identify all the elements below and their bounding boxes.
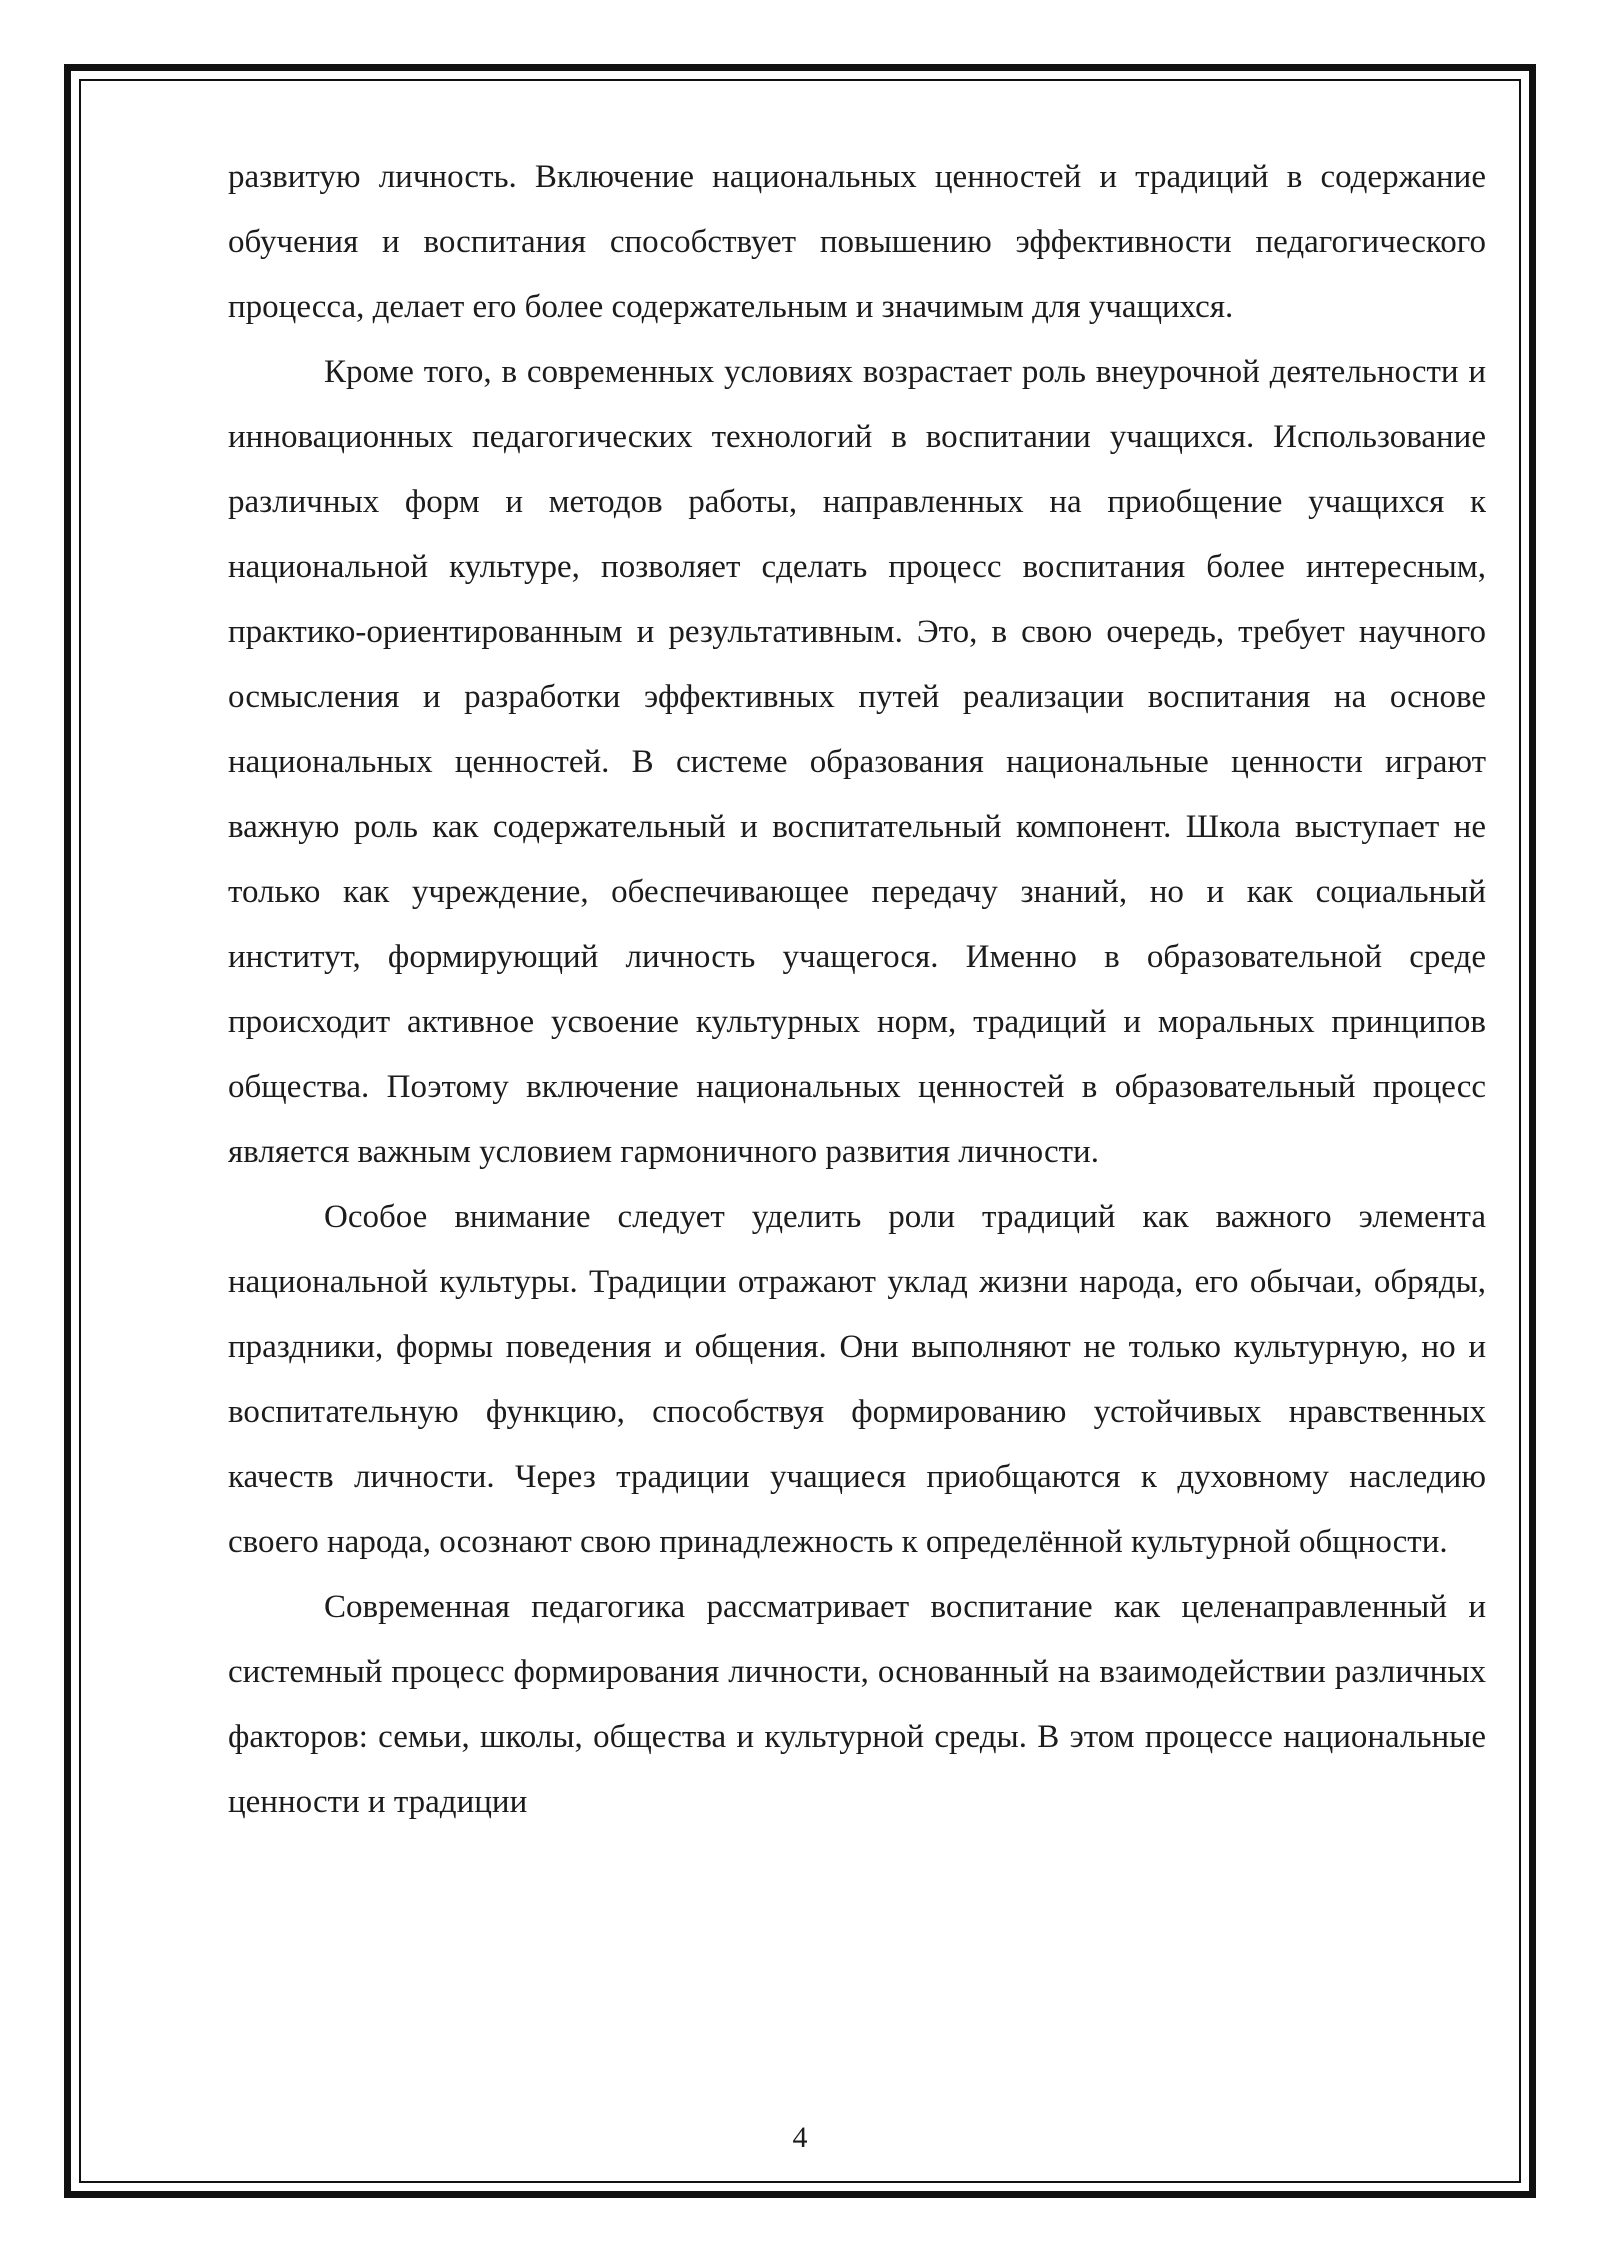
paragraph-4: Современная педагогика рассматривает воспитание как целенаправленный и системный процесс формирования личности, основанный на взаимодействии различных факторов: семьи, школы, общества и культурной среды. В этом процессе национальные ценности и традиции <box>228 1589 1486 1820</box>
paragraph-3: Особое внимание следует уделить роли традиций как важного элемента национальной культуры. Традиции отражают уклад жизни народа, его обычаи, обряды, праздники, формы поведения и общения. Они выполняют не только культурную, но и воспитательную функцию, способствуя формированию устойчивых нравственных качеств личности. Через традиции учащиеся приобщаются к духовному наследию своего народа, осознают свою принадлежность к определённой культурной общности. <box>228 1199 1486 1560</box>
paragraph-1: развитую личность. Включение национальных ценностей и традиций в содержание обучения и воспитания способствует повышению эффективности педагогического процесса, делает его более содержательным и значимым для учащихся. <box>228 159 1486 325</box>
paragraph-2: Кроме того, в современных условиях возрастает роль внеурочной деятельности и инновационных педагогических технологий в воспитании учащихся. Использование различных форм и методов работы, направленных на приобщение учащихся к национальной культуре, позволяет сделать процесс воспитания более интересным, практико-ориентированным и результативным. Это, в свою очередь, требует научного осмысления и разработки эффективных путей реализации воспитания на основе национальных ценностей. В системе образования национальные ценности играют важную роль как содержательный и воспитательный компонент. Школа выступает не только как учреждение, обеспечивающее передачу знаний, но и как социальный институт, формирующий личность учащегося. Именно в образовательной среде происходит активное усвоение культурных норм, традиций и моральных принципов общества. Поэтому включение национальных ценностей в образовательный процесс является важным условием гармоничного развития личности. <box>228 354 1486 1170</box>
page-number: 4 <box>792 2121 808 2154</box>
document-body <box>228 145 1486 1835</box>
